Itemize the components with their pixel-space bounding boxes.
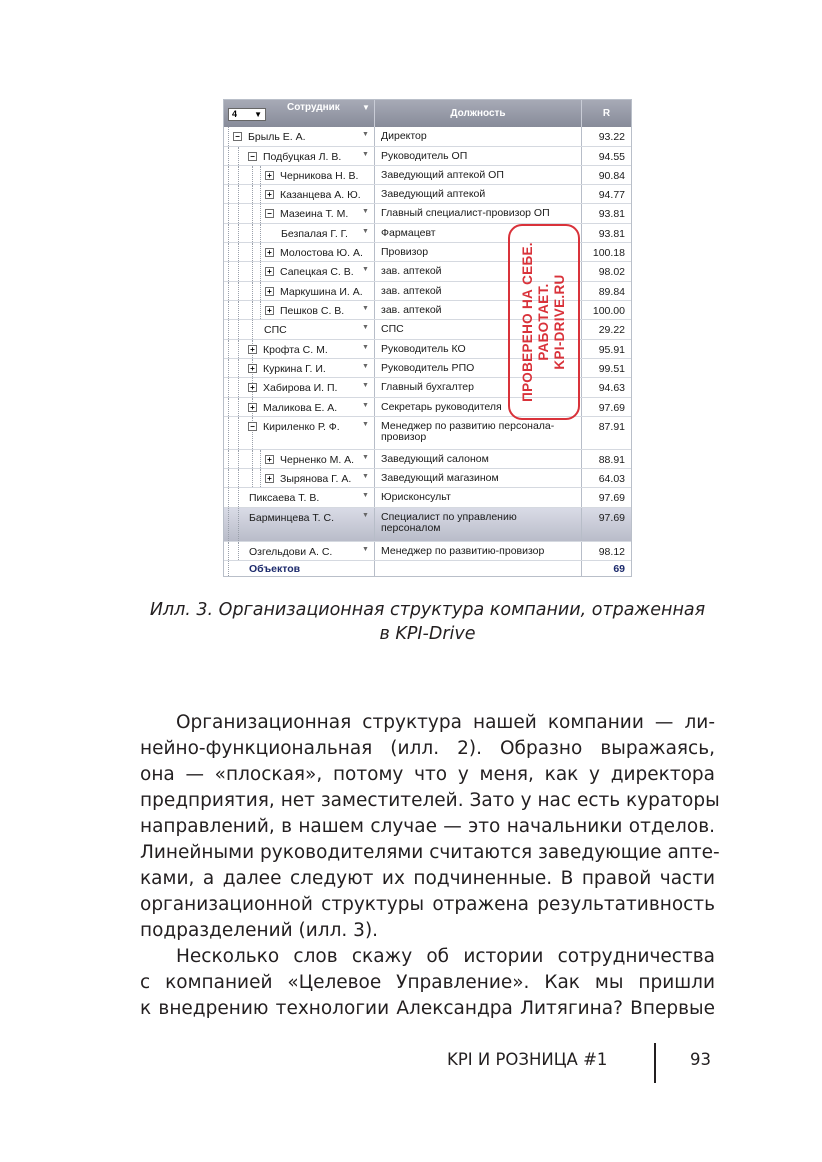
position-cell: зав. аптекой <box>375 282 582 300</box>
r-value-cell: 98.12 <box>598 546 625 558</box>
tree-guide-line <box>238 224 239 242</box>
row-dropdown-icon[interactable]: ▼ <box>362 492 369 499</box>
expand-icon[interactable]: + <box>248 345 257 354</box>
row-dropdown-icon[interactable]: ▼ <box>362 402 369 409</box>
position-cell: Главный специалист-провизор ОП <box>375 204 582 223</box>
position-cell: Фармацевт <box>375 224 582 242</box>
position-cell: Руководитель РПО <box>375 359 582 377</box>
tree-guide-line <box>228 469 229 487</box>
body-line: Несколько слов скажу об истории сотрудничества <box>176 946 715 967</box>
table-row[interactable] <box>224 508 632 542</box>
body-line: подразделений (илл. 3). <box>140 920 379 941</box>
expand-icon[interactable]: + <box>265 171 274 180</box>
figure-caption <box>140 598 715 646</box>
tree-guide-line <box>260 282 261 300</box>
header-dropdown-icon[interactable]: ▼ <box>362 103 370 112</box>
tree-guide-line <box>238 320 239 339</box>
r-value-cell: 94.55 <box>598 151 625 163</box>
expand-icon[interactable]: + <box>265 248 274 257</box>
r-value-cell: 95.91 <box>598 344 625 356</box>
tree-guide-line <box>228 147 229 165</box>
tree-guide-line <box>228 127 229 146</box>
expand-icon[interactable]: + <box>248 403 257 412</box>
employee-cell[interactable] <box>224 542 375 560</box>
position-cell: зав. аптекой <box>375 262 582 281</box>
position-cell: Заведующий аптекой <box>375 185 582 203</box>
tree-guide-line <box>238 166 239 184</box>
table-row[interactable] <box>224 147 632 166</box>
tree-guide-line <box>228 542 229 560</box>
employee-cell[interactable] <box>224 147 375 165</box>
tree-guide-line <box>228 243 229 261</box>
tree-guide-line <box>252 282 253 300</box>
tree-guide-line <box>238 243 239 261</box>
tree-guide-line <box>260 224 261 242</box>
expand-icon[interactable]: + <box>265 455 274 464</box>
r-value-cell: 98.02 <box>598 266 625 278</box>
employee-name: Сапецкая С. В. <box>280 266 354 278</box>
position-cell: Менеджер по развитию-провизор <box>375 542 582 560</box>
tree-guide-line <box>228 224 229 242</box>
row-dropdown-icon[interactable]: ▼ <box>362 473 369 480</box>
expand-icon[interactable]: + <box>248 383 257 392</box>
employee-cell[interactable] <box>224 301 375 319</box>
tree-guide-line <box>238 340 239 358</box>
position-cell: Руководитель ОП <box>375 147 582 165</box>
table-row[interactable] <box>224 488 632 508</box>
tree-guide-line <box>228 450 229 468</box>
r-value-cell: 88.91 <box>598 454 625 466</box>
tree-guide-line <box>228 508 229 541</box>
position-cell: Заведующий магазином <box>375 469 582 487</box>
row-dropdown-icon[interactable]: ▼ <box>362 454 369 461</box>
table-row[interactable] <box>224 469 632 488</box>
r-value-cell: 93.81 <box>598 228 625 240</box>
employee-cell[interactable] <box>224 166 375 184</box>
employee-cell[interactable] <box>224 282 375 300</box>
stamp-line-1: ПРОВЕРЕНО НА СЕБЕ. <box>520 242 535 402</box>
employee-name: Черненко М. А. <box>280 454 355 466</box>
table-row[interactable] <box>224 166 632 185</box>
position-column-header[interactable]: Должность <box>375 100 582 127</box>
table-row[interactable] <box>224 450 632 469</box>
body-line: с компанией «Целевое Управление». Как мы пришли <box>140 972 715 993</box>
caption-line-1: Илл. 3. Организационная структура компании, отраженная <box>149 600 706 620</box>
collapse-icon[interactable]: − <box>265 209 274 218</box>
tree-guide-line <box>228 282 229 300</box>
position-cell: Заведующий салоном <box>375 450 582 468</box>
chevron-down-icon: ▼ <box>254 110 262 119</box>
employee-cell[interactable] <box>224 508 375 541</box>
employee-name: Черникова Н. В. <box>280 170 359 182</box>
row-dropdown-icon[interactable]: ▼ <box>362 512 369 519</box>
r-column-header[interactable]: R <box>602 108 611 119</box>
expand-icon[interactable]: + <box>265 267 274 276</box>
position-cell: Директор <box>375 127 582 146</box>
tree-guide-line <box>228 561 229 577</box>
employee-name: Зырянова Г. А. <box>280 473 352 485</box>
employee-name: Подбуцкая Л. В. <box>263 151 342 163</box>
employee-name: Крофта С. М. <box>263 344 328 356</box>
tree-guide-line <box>252 166 253 184</box>
tree-guide-line <box>238 204 239 223</box>
running-title: KPI И РОЗНИЦА #1 <box>447 1050 608 1069</box>
r-value-cell: 100.00 <box>592 305 625 317</box>
tree-guide-line <box>228 204 229 223</box>
tree-guide-line <box>228 417 229 449</box>
tree-guide-line <box>228 185 229 203</box>
tree-guide-line <box>260 243 261 261</box>
employee-header-label: Сотрудник <box>287 102 340 113</box>
tree-guide-line <box>252 204 253 223</box>
expand-icon[interactable]: + <box>248 364 257 373</box>
caption-line-2: в KPI-Drive <box>379 624 476 644</box>
employee-cell[interactable] <box>224 243 375 261</box>
tree-guide-line <box>228 359 229 377</box>
row-dropdown-icon[interactable]: ▼ <box>362 305 369 312</box>
r-value-cell: 99.51 <box>598 363 625 375</box>
tree-guide-line <box>238 450 239 468</box>
footer-divider <box>654 1043 656 1083</box>
employee-cell[interactable] <box>224 398 375 416</box>
grid-header <box>224 100 632 127</box>
r-value-cell: 89.84 <box>598 286 625 298</box>
body-line: предприятия, нет заместителей. Зато у нас есть кураторы <box>140 790 720 811</box>
r-value-cell: 97.69 <box>598 512 625 524</box>
tree-guide-line <box>252 243 253 261</box>
body-line: направлений, в нашем случае — это начальники отделов. <box>140 816 715 837</box>
row-dropdown-icon[interactable]: ▼ <box>362 382 369 389</box>
row-dropdown-icon[interactable]: ▼ <box>362 363 369 370</box>
row-dropdown-icon[interactable]: ▼ <box>362 324 369 331</box>
position-cell: Секретарь руководителя <box>375 398 582 416</box>
collapse-icon[interactable]: − <box>233 132 242 141</box>
employee-name: Мазеина Т. М. <box>280 208 349 220</box>
tree-guide-line <box>228 378 229 397</box>
collapse-icon[interactable]: − <box>248 152 257 161</box>
expand-icon[interactable]: + <box>265 287 274 296</box>
expand-icon[interactable]: + <box>265 474 274 483</box>
tree-guide-line <box>252 262 253 281</box>
tree-guide-line <box>238 301 239 319</box>
employee-name: Молостова Ю. А. <box>280 247 363 259</box>
employee-cell[interactable] <box>224 340 375 358</box>
tree-guide-line <box>252 224 253 242</box>
employee-cell[interactable] <box>224 262 375 281</box>
tree-guide-line <box>228 340 229 358</box>
tree-guide-line <box>228 166 229 184</box>
employee-cell[interactable] <box>224 204 375 223</box>
stamp-line-3: KPI-DRIVE.RU <box>552 274 567 370</box>
employee-name: Брыль Е. А. <box>248 131 306 143</box>
expand-icon[interactable]: + <box>265 306 274 315</box>
row-dropdown-icon[interactable]: ▼ <box>362 421 369 428</box>
tree-guide-line <box>252 469 253 487</box>
body-line: нейно-функциональная (илл. 2). Образно выражаясь, <box>140 738 715 759</box>
tree-guide-line <box>238 185 239 203</box>
tree-guide-line <box>238 417 239 449</box>
tree-guide-line <box>252 301 253 319</box>
tree-guide-line <box>260 166 261 184</box>
collapse-icon[interactable]: − <box>248 422 257 431</box>
total-label-cell <box>224 561 375 577</box>
tree-guide-line <box>238 542 239 560</box>
tree-guide-line <box>238 469 239 487</box>
employee-name: Барминцева Т. С. <box>249 512 334 524</box>
employee-name: Озгельдови А. С. <box>249 546 333 558</box>
tree-guide-line <box>260 185 261 203</box>
r-value-cell: 90.84 <box>598 170 625 182</box>
level-select-value: 4 <box>232 109 238 119</box>
total-position-cell <box>375 561 582 577</box>
employee-name: СПС <box>264 324 287 336</box>
employee-cell[interactable] <box>224 469 375 487</box>
employee-cell[interactable] <box>224 224 375 242</box>
tree-guide-line <box>260 204 261 223</box>
row-dropdown-icon[interactable]: ▼ <box>362 266 369 273</box>
tree-guide-line <box>238 488 239 507</box>
r-value-cell: 93.81 <box>598 208 625 220</box>
total-label: Объектов <box>249 563 301 575</box>
employee-cell[interactable] <box>224 450 375 468</box>
page-number: 93 <box>690 1050 711 1069</box>
position-cell: Менеджер по развитию персонала-провизор <box>375 417 582 449</box>
tree-guide-line <box>260 301 261 319</box>
tree-guide-line <box>228 398 229 416</box>
r-value-cell: 94.63 <box>598 382 625 394</box>
tree-guide-line <box>238 398 239 416</box>
tree-guide-line <box>228 488 229 507</box>
tree-guide-line <box>238 359 239 377</box>
position-cell: Специалист по управлению персоналом <box>375 508 582 541</box>
tree-guide-line <box>228 301 229 319</box>
tree-guide-line <box>252 185 253 203</box>
employee-cell[interactable] <box>224 359 375 377</box>
employee-cell[interactable] <box>224 417 375 449</box>
row-dropdown-icon[interactable]: ▼ <box>362 131 369 138</box>
employee-cell[interactable] <box>224 378 375 397</box>
employee-cell[interactable] <box>224 127 375 146</box>
tree-guide-line <box>260 262 261 281</box>
table-row[interactable] <box>224 417 632 450</box>
table-row[interactable] <box>224 542 632 561</box>
total-row <box>224 561 632 577</box>
table-row[interactable] <box>224 204 632 224</box>
employee-cell[interactable] <box>224 185 375 203</box>
employee-name: Маркушина И. А. <box>280 286 363 298</box>
r-value-cell: 97.69 <box>598 492 625 504</box>
r-value-cell: 94.77 <box>598 189 625 201</box>
position-cell: Провизор <box>375 243 582 261</box>
tree-guide-line <box>260 469 261 487</box>
verification-stamp <box>508 224 580 420</box>
table-row[interactable] <box>224 185 632 204</box>
tree-guide-line <box>238 378 239 397</box>
position-cell: Заведующий аптекой ОП <box>375 166 582 184</box>
position-cell: СПС <box>375 320 582 339</box>
employee-name: Безпалая Г. Г. <box>281 228 348 240</box>
r-value-cell: 97.69 <box>598 402 625 414</box>
row-dropdown-icon[interactable]: ▼ <box>362 546 369 553</box>
employee-cell[interactable] <box>224 488 375 507</box>
tree-guide-line <box>252 450 253 468</box>
row-dropdown-icon[interactable]: ▼ <box>362 344 369 351</box>
r-value-cell: 29.22 <box>598 324 625 336</box>
body-line: она — «плоская», потому что у меня, как у директора <box>140 764 715 785</box>
tree-guide-line <box>252 320 253 339</box>
table-row[interactable] <box>224 127 632 147</box>
r-value-cell: 87.91 <box>598 421 625 433</box>
position-cell: зав. аптекой <box>375 301 582 319</box>
expand-icon[interactable]: + <box>265 190 274 199</box>
total-value: 69 <box>613 563 625 575</box>
body-line: Линейными руководителями считаются заведующие апте- <box>140 842 720 863</box>
employee-name: Казанцева А. Ю. <box>280 189 361 201</box>
employee-name: Пиксаева Т. В. <box>249 492 320 504</box>
position-cell: Главный бухгалтер <box>375 378 582 397</box>
employee-name: Хабирова И. П. <box>263 382 338 394</box>
stamp-line-2: РАБОТАЕТ. <box>536 283 551 361</box>
tree-guide-line <box>238 147 239 165</box>
r-value-cell: 93.22 <box>598 131 625 143</box>
row-dropdown-icon[interactable]: ▼ <box>362 208 369 215</box>
r-value-cell: 64.03 <box>598 473 625 485</box>
body-line: Организационная структура нашей компании — ли- <box>176 712 715 733</box>
tree-guide-line <box>228 262 229 281</box>
employee-name: Пешков С. В. <box>280 305 345 317</box>
row-dropdown-icon[interactable]: ▼ <box>362 228 369 235</box>
body-line: к внедрению технологии Александра Литягина? Впервые <box>140 998 715 1019</box>
tree-guide-line <box>238 262 239 281</box>
position-cell: Руководитель КО <box>375 340 582 358</box>
tree-guide-line <box>260 450 261 468</box>
tree-guide-line <box>238 282 239 300</box>
body-line: ками, а далее следуют их подчиненные. В правой части <box>140 868 715 889</box>
tree-guide-line <box>238 508 239 541</box>
body-text <box>140 710 720 1022</box>
body-line: организационной структуры отражена результативность <box>140 894 715 915</box>
employee-name: Кириленко Р. Ф. <box>263 421 340 433</box>
employee-name: Куркина Г. И. <box>263 363 326 375</box>
tree-guide-line <box>228 320 229 339</box>
level-select[interactable] <box>228 108 266 121</box>
employee-cell[interactable] <box>224 320 375 339</box>
row-dropdown-icon[interactable]: ▼ <box>362 151 369 158</box>
employee-column-header[interactable] <box>224 100 375 127</box>
employee-name: Маликова Е. А. <box>263 402 338 414</box>
position-cell: Юрисконсульт <box>375 488 582 507</box>
r-value-cell: 100.18 <box>592 247 625 259</box>
